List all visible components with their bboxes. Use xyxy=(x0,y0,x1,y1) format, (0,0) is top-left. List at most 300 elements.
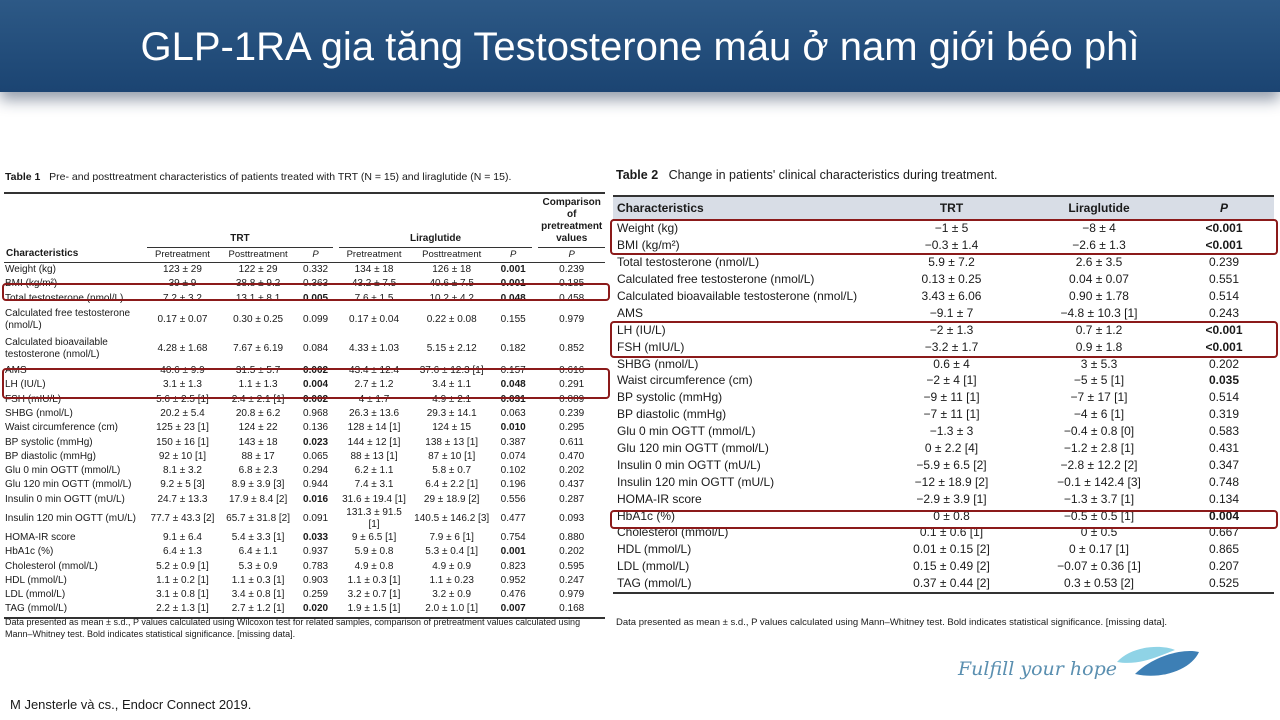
table1-cell-trt-p: 0.136 xyxy=(303,422,329,434)
table1-header-trt-p: P xyxy=(298,248,332,263)
table1-cell-cmp-p: 0.470 xyxy=(559,450,585,462)
table1-cell-characteristic: SHBG (nmol/L) xyxy=(5,407,73,419)
table1-cell-trt-pre: 24.7 ± 13.3 xyxy=(157,493,208,505)
table1-cell-trt-post: 143 ± 18 xyxy=(238,436,278,448)
table1-cell-lir-pre: 6.2 ± 1.1 xyxy=(354,465,394,477)
table1-cell-trt-post: 65.7 ± 31.8 [2] xyxy=(226,512,291,524)
highlight-box-t2-weight-bmi xyxy=(610,219,1278,255)
table2-cell-lir: −1.3 ± 3.7 [1] xyxy=(1063,491,1135,506)
table1-cell-trt-pre: 9.2 ± 5 [3] xyxy=(160,479,205,491)
table1-cell-lir-pre: 1.1 ± 0.3 [1] xyxy=(347,574,401,586)
table1-caption-label: Table 1 xyxy=(5,171,41,183)
table2-cell-characteristic: SHBG (nmol/L) xyxy=(617,356,699,371)
table1-header-trt-pre: Pretreatment xyxy=(147,248,218,263)
table1-header-lir-post: Posttreatment xyxy=(409,248,494,263)
table2-row xyxy=(613,406,1274,423)
leaf-logo-icon xyxy=(1113,640,1203,680)
table1-cell-lir-p: 0.063 xyxy=(500,407,526,419)
table1-cell-lir-p: 0.007 xyxy=(494,602,532,617)
table2-row xyxy=(613,558,1274,575)
table1-cell-cmp-p: 0.089 xyxy=(559,393,585,405)
table2-cell-characteristic: LH (IU/L) xyxy=(617,322,666,337)
table1-row xyxy=(4,407,605,421)
table1-cell-characteristic: HbA1c (%) xyxy=(5,546,54,558)
table1-cell-characteristic: Insulin 120 min OGTT (mU/L) xyxy=(5,512,136,524)
table1-cell-trt-post: 13.1 ± 8.1 xyxy=(235,292,281,304)
table2-row xyxy=(613,288,1274,305)
table1-cell-lir-pre: 88 ± 13 [1] xyxy=(350,450,398,462)
table2-cell-characteristic: HDL (mmol/L) xyxy=(617,542,692,557)
table1-cell-trt-post: 17.9 ± 8.4 [2] xyxy=(228,493,288,505)
table1-cell-trt-post: 6.4 ± 1.1 xyxy=(238,546,278,558)
table1-cell-trt-p: 0.259 xyxy=(303,589,329,601)
table1-cell-lir-pre: 128 ± 14 [1] xyxy=(347,422,401,434)
table2-cell-lir: 3 ± 5.3 xyxy=(1080,356,1118,371)
table1-cell-trt-p: 0.091 xyxy=(303,512,329,524)
table1-cell-lir-p: 0.010 xyxy=(500,422,526,434)
table1-cell-lir-pre: 43.2 ± 7.5 xyxy=(351,278,397,290)
table1-cell-lir-post: 29.3 ± 14.1 xyxy=(426,407,477,419)
table1-cell-lir-pre: 131.3 ± 91.5 [1] xyxy=(346,506,402,530)
table1-cell-lir-pre: 134 ± 18 xyxy=(354,264,394,276)
table2-row xyxy=(613,440,1274,457)
table2-cell-p: 0.865 xyxy=(1208,542,1240,557)
table2-cell-p: 0.239 xyxy=(1208,255,1240,270)
table1-cell-trt-post: 6.8 ± 2.3 xyxy=(238,465,278,477)
table1-cell-trt-pre: 77.7 ± 43.3 [2] xyxy=(150,512,215,524)
table1-cell-lir-pre: 4.33 ± 1.03 xyxy=(349,343,400,355)
table2-cell-characteristic: Cholesterol (mmol/L) xyxy=(617,525,729,540)
table1-cell-lir-p: 0.048 xyxy=(500,379,526,391)
table1-row xyxy=(4,263,605,278)
table1-cell-trt-post: 5.3 ± 0.9 xyxy=(238,560,278,572)
table2-header-trt: TRT xyxy=(879,196,1024,220)
table2-cell-p: 0.514 xyxy=(1208,390,1240,405)
table1-cell-trt-pre: 40.6 ± 9.9 xyxy=(160,365,205,377)
table1-cell-cmp-p: 0.458 xyxy=(559,292,585,304)
table2-cell-trt: −5.9 ± 6.5 [2] xyxy=(916,457,987,472)
table2-cell-lir: −0.4 ± 0.8 [0] xyxy=(1063,424,1135,439)
table2-cell-lir: 2.6 ± 3.5 xyxy=(1075,255,1123,270)
table1-cell-cmp-p: 0.437 xyxy=(559,479,585,491)
table1-cell-trt-p: 0.002 xyxy=(303,393,329,405)
table2-cell-trt: 3.43 ± 6.06 xyxy=(921,289,982,303)
table2-cell-characteristic: Insulin 120 min OGTT (mU/L) xyxy=(617,474,775,489)
table1-cell-trt-post: 8.9 ± 3.9 [3] xyxy=(231,479,285,491)
table2-cell-characteristic: Waist circumference (cm) xyxy=(617,373,753,388)
table1-cell-trt-p: 0.363 xyxy=(303,278,329,290)
table1-cell-lir-post: 138 ± 13 [1] xyxy=(425,436,479,448)
table1-cell-trt-post: 2.4 ± 2.1 [1] xyxy=(231,393,285,405)
table1-cell-lir-post: 10.2 ± 4.2 xyxy=(429,292,474,304)
table1-cell-trt-post: 3.4 ± 0.8 [1] xyxy=(231,589,285,601)
table1-cell-lir-post: 87 ± 10 [1] xyxy=(428,450,476,462)
table1-cell-characteristic: Glu 120 min OGTT (mmol/L) xyxy=(5,479,132,491)
table1-cell-trt-post: 31.5 ± 5.7 xyxy=(235,365,281,377)
table2-cell-p: 0.525 xyxy=(1174,575,1274,593)
table1-cell-lir-post: 3.2 ± 0.9 xyxy=(432,589,472,601)
table2-row xyxy=(613,456,1274,473)
table1-row xyxy=(4,545,605,559)
table1-header-lir-p: P xyxy=(494,248,532,263)
highlight-box-t1-testosterone xyxy=(2,283,610,301)
table2-cell-trt: 0.1 ± 0.6 [1] xyxy=(919,525,984,540)
table1-cell-lir-pre: 9 ± 6.5 [1] xyxy=(351,532,397,543)
table1-cell-trt-post: 88 ± 17 xyxy=(241,450,275,462)
table1-cell-characteristic: TAG (mmol/L) xyxy=(4,602,141,617)
table2-caption xyxy=(616,168,998,182)
table2-cell-characteristic: Weight (kg) xyxy=(617,221,679,236)
table2-cell-p: 0.134 xyxy=(1208,491,1240,506)
table1-header-comparison: Comparison of pretreatment values xyxy=(538,193,605,248)
table2-row xyxy=(613,389,1274,406)
table1-cell-lir-p: 0.196 xyxy=(500,479,526,491)
table2-row xyxy=(613,271,1274,288)
table2-caption-text: Change in patients' clinical characteristics during treatment. xyxy=(668,168,998,182)
table2-cell-characteristic: HbA1c (%) xyxy=(617,508,676,523)
table1-cell-trt-p: 0.944 xyxy=(303,479,329,491)
table2-cell-characteristic: Glu 120 min OGTT (mmol/L) xyxy=(617,441,769,456)
table1-cell-lir-p: 0.102 xyxy=(500,465,526,477)
table1-row xyxy=(4,421,605,435)
table1-cell-lir-p: 0.952 xyxy=(500,574,526,586)
table1-cell-characteristic: BP systolic (mmHg) xyxy=(5,436,93,448)
table1-cell-trt-p: 0.004 xyxy=(303,379,329,391)
table1-cell-characteristic: BMI (kg/m²) xyxy=(5,278,58,290)
table2-cell-characteristic: FSH (mIU/L) xyxy=(617,339,685,354)
table2-row xyxy=(613,254,1274,271)
table2-cell-trt: −2.9 ± 3.9 [1] xyxy=(916,491,987,506)
table2-row xyxy=(613,423,1274,440)
table1-row xyxy=(4,493,605,507)
table1-cell-lir-post: 29 ± 18.9 [2] xyxy=(423,493,480,505)
table2-cell-trt: −12 ± 18.9 [2] xyxy=(914,474,989,489)
table2-cell-lir: −0.07 ± 0.36 [1] xyxy=(1057,559,1141,574)
table2-header-characteristics: Characteristics xyxy=(613,196,879,220)
table1-cell-trt-p: 0.016 xyxy=(303,493,329,505)
table2-cell-characteristic: BP diastolic (mmHg) xyxy=(617,407,727,422)
table2-cell-trt: 0.01 ± 0.15 [2] xyxy=(913,542,990,557)
table2-cell-trt: 5.9 ± 7.2 xyxy=(928,255,975,270)
table1-cell-characteristic: Total testosterone (nmol/L) xyxy=(5,292,124,304)
table2-cell-p: 0.583 xyxy=(1208,424,1240,439)
table1-header-trt: TRT xyxy=(147,193,333,248)
table2-cell-lir: 0 ± 0.5 xyxy=(1080,525,1118,540)
table2-caption-label: Table 2 xyxy=(616,168,659,182)
table1-cell-lir-p: 0.556 xyxy=(500,493,526,505)
table1-cell-trt-pre: 6.4 ± 1.3 xyxy=(163,546,202,558)
table1-row xyxy=(4,335,605,364)
table1-cell-trt-pre: 150 ± 16 [1] xyxy=(156,436,209,448)
table1-cell-cmp-p: 0.168 xyxy=(538,602,605,617)
table1-cell-trt-pre: 9.1 ± 6.4 xyxy=(163,532,202,543)
table2-cell-characteristic: Glu 0 min OGTT (mmol/L) xyxy=(617,424,756,439)
table2-cell-trt: 0 ± 2.2 [4] xyxy=(924,441,979,456)
table1-cell-lir-p: 0.476 xyxy=(500,589,526,601)
table2-cell-lir: 0 ± 0.17 [1] xyxy=(1069,542,1129,557)
table1-cell-trt-pre: 5.2 ± 0.9 [1] xyxy=(156,560,209,572)
table1-caption xyxy=(5,171,511,183)
table1-cell-lir-pre: 4.9 ± 0.8 xyxy=(354,560,394,572)
table2-footnote: Data presented as mean ± s.d., P values calculated using Mann–Whitney test. Bold indicates statistical significance. [missing data]. xyxy=(616,617,1168,628)
table1-cell-lir-p: 0.387 xyxy=(500,436,526,448)
table1-cell-lir-pre: 4 ± 1.7 xyxy=(358,393,390,405)
table2-cell-p: <0.001 xyxy=(1205,238,1243,253)
table1-cell-characteristic: Glu 0 min OGTT (mmol/L) xyxy=(5,465,121,477)
table2-header-liraglutide: Liraglutide xyxy=(1024,196,1174,220)
table2-cell-lir: −0.5 ± 0.5 [1] xyxy=(1063,508,1135,523)
table1-cell-trt-p: 0.968 xyxy=(303,407,329,419)
table1-cell-trt-pre: 0.17 ± 0.07 xyxy=(157,314,208,326)
table2-cell-lir: −5 ± 5 [1] xyxy=(1073,373,1125,388)
table2-cell-lir: 0.04 ± 0.07 xyxy=(1069,272,1129,287)
table1-cell-trt-p: 0.783 xyxy=(303,560,329,572)
table1-cell-cmp-p: 0.093 xyxy=(559,512,585,524)
table1-cell-lir-post: 5.8 ± 0.7 xyxy=(432,465,472,477)
table2-cell-p: 0.431 xyxy=(1208,441,1240,456)
table1-cell-lir-p: 0.001 xyxy=(500,546,526,558)
table2-cell-p: 0.551 xyxy=(1208,272,1240,287)
table1-cell-trt-pre: 3.1 ± 0.8 [1] xyxy=(156,589,209,601)
table1-cell-lir-p: 0.048 xyxy=(500,292,526,304)
table2-cell-characteristic: BMI (kg/m²) xyxy=(617,238,680,253)
table2-cell-p: 0.514 xyxy=(1208,289,1240,303)
table1-cell-characteristic: Insulin 0 min OGTT (mU/L) xyxy=(5,493,125,505)
table1-cell-trt-p: 0.294 xyxy=(303,465,329,477)
table1-cell-lir-post: 126 ± 18 xyxy=(432,264,472,276)
table1-cell-cmp-p: 0.616 xyxy=(559,365,585,377)
table2-cell-lir: −2.6 ± 1.3 xyxy=(1072,238,1126,253)
table2-cell-trt: −7 ± 11 [1] xyxy=(923,407,980,422)
table2-cell-trt: −9.1 ± 7 xyxy=(929,305,974,320)
table2-cell-trt: 0 ± 0.8 xyxy=(933,508,970,523)
table1-cell-trt-post: 7.67 ± 6.19 xyxy=(233,343,284,355)
table1-cell-cmp-p: 0.185 xyxy=(559,278,585,290)
table2-row xyxy=(613,304,1274,321)
table1-cell-characteristic: Calculated bioavailable testosterone (nmol/L) xyxy=(5,337,108,361)
table1-cell-lir-pre: 0.17 ± 0.04 xyxy=(349,314,400,326)
table2-cell-lir: −4 ± 6 [1] xyxy=(1073,407,1125,422)
table1-cell-trt-p: 0.002 xyxy=(303,365,329,377)
table2-cell-trt: −0.3 ± 1.4 xyxy=(924,238,979,253)
table1-cell-characteristic: Cholesterol (mmol/L) xyxy=(5,560,98,572)
table1-cell-lir-post: 7.9 ± 6 [1] xyxy=(429,532,474,543)
table1-cell-lir-post: 140.5 ± 146.2 [3] xyxy=(414,512,490,524)
table1-cell-characteristic: BP diastolic (mmHg) xyxy=(5,450,96,462)
table1 xyxy=(4,192,605,619)
table1-cell-cmp-p: 0.880 xyxy=(559,532,585,543)
table2-cell-lir: 0.7 ± 1.2 xyxy=(1075,322,1123,337)
highlight-box-t2-lh-fsh xyxy=(610,321,1278,358)
table1-cell-cmp-p: 0.291 xyxy=(559,379,585,391)
table1-cell-characteristic: HOMA-IR score xyxy=(5,532,76,543)
table1-cell-cmp-p: 0.295 xyxy=(559,422,585,434)
table1-cell-lir-pre: 2.7 ± 1.2 xyxy=(354,379,394,391)
table1-cell-lir-p: 0.074 xyxy=(500,450,526,462)
table1-cell-cmp-p: 0.595 xyxy=(559,560,585,572)
table2-cell-characteristic: Insulin 0 min OGTT (mU/L) xyxy=(617,457,761,472)
table1-cell-trt-post: 20.8 ± 6.2 xyxy=(235,407,281,419)
table1-cell-trt-pre: 4.28 ± 1.68 xyxy=(157,343,208,355)
table1-cell-cmp-p: 0.239 xyxy=(559,407,585,419)
table2-cell-p: 0.748 xyxy=(1208,474,1240,489)
table1-cell-cmp-p: 0.202 xyxy=(559,546,585,558)
table1-row xyxy=(4,450,605,464)
table1-cell-lir-pre: 7.4 ± 3.1 xyxy=(354,479,394,491)
table1-cell-trt-p: 0.005 xyxy=(303,292,329,304)
table1-caption-text: Pre- and posttreatment characteristics of patients treated with TRT (N = 15) and liraglutide (N = 15). xyxy=(49,171,512,183)
table1-cell-trt-post: 1.1 ± 0.3 [1] xyxy=(231,574,285,586)
table2-cell-characteristic: LDL (mmol/L) xyxy=(617,559,690,574)
table1-cell-trt-pre: 2.2 ± 1.3 [1] xyxy=(147,602,218,617)
table1-cell-trt-p: 0.033 xyxy=(303,532,329,543)
table1-cell-trt-p: 0.084 xyxy=(303,343,329,355)
table2-cell-p: <0.001 xyxy=(1205,322,1243,337)
table1-row xyxy=(4,574,605,588)
table2-cell-p: <0.001 xyxy=(1205,339,1243,354)
table2-cell-p: 0.004 xyxy=(1208,508,1240,523)
table2-cell-p: 0.207 xyxy=(1208,559,1240,574)
table2-cell-lir: −7 ± 17 [1] xyxy=(1070,390,1128,405)
table1-cell-lir-p: 0.001 xyxy=(500,264,526,276)
table1-cell-lir-p: 0.157 xyxy=(500,365,526,377)
highlight-box-t2-hba1c xyxy=(610,510,1278,529)
table1-footnote: Data presented as mean ± s.d., P values calculated using Wilcoxon test for related samples, comparison of pretreatment values calculated using Mann–Whitney test. Bold indicates statistical significance. [missing data]. xyxy=(5,617,581,639)
table2-header-p: P xyxy=(1174,196,1274,220)
table1-row xyxy=(4,464,605,478)
table2-cell-p: 0.202 xyxy=(1208,356,1240,371)
table1-cell-trt-p: 0.099 xyxy=(303,314,329,326)
table2-cell-p: 0.035 xyxy=(1208,373,1240,388)
table1-cell-cmp-p: 0.979 xyxy=(559,314,585,326)
table1-cell-trt-p: 0.023 xyxy=(303,436,329,448)
table2-row xyxy=(613,490,1274,507)
table1-cell-trt-pre: 39 ± 9 xyxy=(168,278,197,290)
table1-cell-cmp-p: 0.202 xyxy=(559,465,585,477)
table1-cell-trt-p: 0.937 xyxy=(303,546,329,558)
table1-cell-trt-pre: 3.1 ± 1.3 xyxy=(163,379,202,391)
table2-cell-trt: −2 ± 1.3 xyxy=(929,322,974,337)
table2-cell-lir: −0.1 ± 142.4 [3] xyxy=(1057,474,1141,489)
table1-cell-lir-pre: 144 ± 12 [1] xyxy=(347,436,401,448)
table2-cell-lir: −4.8 ± 10.3 [1] xyxy=(1060,305,1138,320)
table1-cell-cmp-p: 0.852 xyxy=(559,343,585,355)
table1-cell-trt-post: 2.7 ± 1.2 [1] xyxy=(218,602,299,617)
table1-cell-trt-post: 0.30 ± 0.25 xyxy=(233,314,284,326)
table2-cell-lir: −1.2 ± 2.8 [1] xyxy=(1063,441,1135,456)
table2-cell-trt: −2 ± 4 [1] xyxy=(926,373,977,388)
table1-cell-cmp-p: 0.979 xyxy=(559,589,585,601)
table2-cell-p: <0.001 xyxy=(1205,221,1243,236)
table2-cell-p: 0.319 xyxy=(1208,407,1240,422)
table1-cell-lir-post: 6.4 ± 2.2 [1] xyxy=(425,479,479,491)
table1-cell-lir-pre: 5.9 ± 0.8 xyxy=(354,546,394,558)
table1-cell-trt-pre: 20.2 ± 5.4 xyxy=(160,407,205,419)
table1-cell-lir-post: 40.6 ± 7.5 xyxy=(429,278,474,290)
table2-cell-characteristic: Calculated bioavailable testosterone (nmol/L) xyxy=(617,289,858,303)
table1-header-characteristics: Characteristics xyxy=(4,193,141,263)
table1-cell-lir-post: 4.9 ± 0.9 xyxy=(432,560,472,572)
table1-cell-trt-p: 0.020 xyxy=(298,602,332,617)
table1-cell-lir-post: 1.1 ± 0.23 xyxy=(429,574,474,586)
citation: M Jensterle và cs., Endocr Connect 2019. xyxy=(10,697,252,712)
table1-cell-lir-pre: 43.4 ± 12.4 xyxy=(349,365,400,377)
table2-cell-characteristic: Calculated free testosterone (nmol/L) xyxy=(617,272,815,287)
table1-cell-lir-post: 0.22 ± 0.08 xyxy=(426,314,477,326)
table1-cell-trt-pre: 125 ± 23 [1] xyxy=(156,422,209,434)
table1-header-cmp-p: P xyxy=(538,248,605,263)
table2-cell-characteristic: BP systolic (mmHg) xyxy=(617,390,723,405)
table1-header-trt-post: Posttreatment xyxy=(218,248,299,263)
tagline: Fulfill your hope xyxy=(958,658,1117,680)
table1-row xyxy=(4,559,605,573)
table1-cell-trt-post: 122 ± 29 xyxy=(238,264,278,276)
table1-cell-lir-post: 5.3 ± 0.4 [1] xyxy=(425,546,479,558)
table1-cell-lir-post: 2.0 ± 1.0 [1] xyxy=(409,602,494,617)
table1-cell-cmp-p: 0.247 xyxy=(559,574,585,586)
table1-cell-lir-pre: 3.2 ± 0.7 [1] xyxy=(347,589,401,601)
table1-row xyxy=(4,507,605,531)
table1-header-lir-pre: Pretreatment xyxy=(339,248,410,263)
table2-cell-p: 0.347 xyxy=(1208,457,1240,472)
table1-cell-characteristic: Waist circumference (cm) xyxy=(5,422,118,434)
table1-cell-trt-pre: 5.6 ± 2.5 [1] xyxy=(156,393,209,405)
table1-cell-characteristic: Calculated free testosterone (nmol/L) xyxy=(5,308,131,332)
table1-cell-trt-post: 5.4 ± 3.3 [1] xyxy=(231,532,285,543)
table1-cell-trt-post: 1.1 ± 1.3 xyxy=(238,379,278,391)
table1-row xyxy=(4,531,605,545)
table1-cell-trt-p: 0.332 xyxy=(303,264,329,276)
table1-cell-trt-pre: 92 ± 10 [1] xyxy=(158,450,207,462)
table1-header-liraglutide: Liraglutide xyxy=(339,193,533,248)
table1-cell-lir-pre: 26.3 ± 13.6 xyxy=(349,407,400,419)
table2-cell-trt: −1.3 ± 3 xyxy=(929,424,974,439)
table1-cell-lir-pre: 1.9 ± 1.5 [1] xyxy=(339,602,410,617)
table1-cell-lir-pre: 7.6 ± 1.5 xyxy=(354,292,394,304)
table1-row xyxy=(4,478,605,492)
table1-cell-lir-p: 0.823 xyxy=(500,560,526,572)
table1-cell-trt-post: 38.8 ± 9.2 xyxy=(235,278,281,290)
table1-cell-trt-p: 0.903 xyxy=(303,574,329,586)
table1-cell-characteristic: Weight (kg) xyxy=(5,264,56,276)
table2-cell-characteristic: TAG (mmol/L) xyxy=(613,575,879,593)
table2-cell-trt: −3.2 ± 1.7 xyxy=(924,339,979,354)
table2-row xyxy=(613,541,1274,558)
table2-cell-trt: 0.15 ± 0.49 [2] xyxy=(913,559,990,574)
table1-cell-lir-post: 37.6 ± 12.3 [1] xyxy=(419,365,484,377)
table1-cell-cmp-p: 0.239 xyxy=(559,264,585,276)
table1-row xyxy=(4,306,605,335)
table1-cell-trt-post: 124 ± 22 xyxy=(238,422,278,434)
title-bar xyxy=(0,0,1280,92)
table1-cell-lir-p: 0.155 xyxy=(500,314,526,326)
table2-row xyxy=(613,372,1274,389)
table1-cell-lir-p: 0.031 xyxy=(500,393,526,405)
table1-row xyxy=(4,435,605,449)
table1-cell-characteristic: LDL (mmol/L) xyxy=(5,589,66,601)
table2-cell-lir: 0.9 ± 1.8 xyxy=(1075,339,1123,354)
table1-cell-lir-p: 0.754 xyxy=(500,532,526,543)
table1-cell-lir-p: 0.477 xyxy=(500,512,526,524)
table2-row xyxy=(613,575,1274,593)
table2-cell-characteristic: AMS xyxy=(617,305,644,320)
table2-cell-lir: −2.8 ± 12.2 [2] xyxy=(1060,457,1138,472)
table1-cell-lir-pre: 31.6 ± 19.4 [1] xyxy=(342,493,406,505)
table1-cell-lir-post: 5.15 ± 2.12 xyxy=(426,343,477,355)
table2-cell-characteristic: HOMA-IR score xyxy=(617,491,702,506)
table1-row xyxy=(4,588,605,602)
table1-cell-trt-p: 0.065 xyxy=(303,450,329,462)
